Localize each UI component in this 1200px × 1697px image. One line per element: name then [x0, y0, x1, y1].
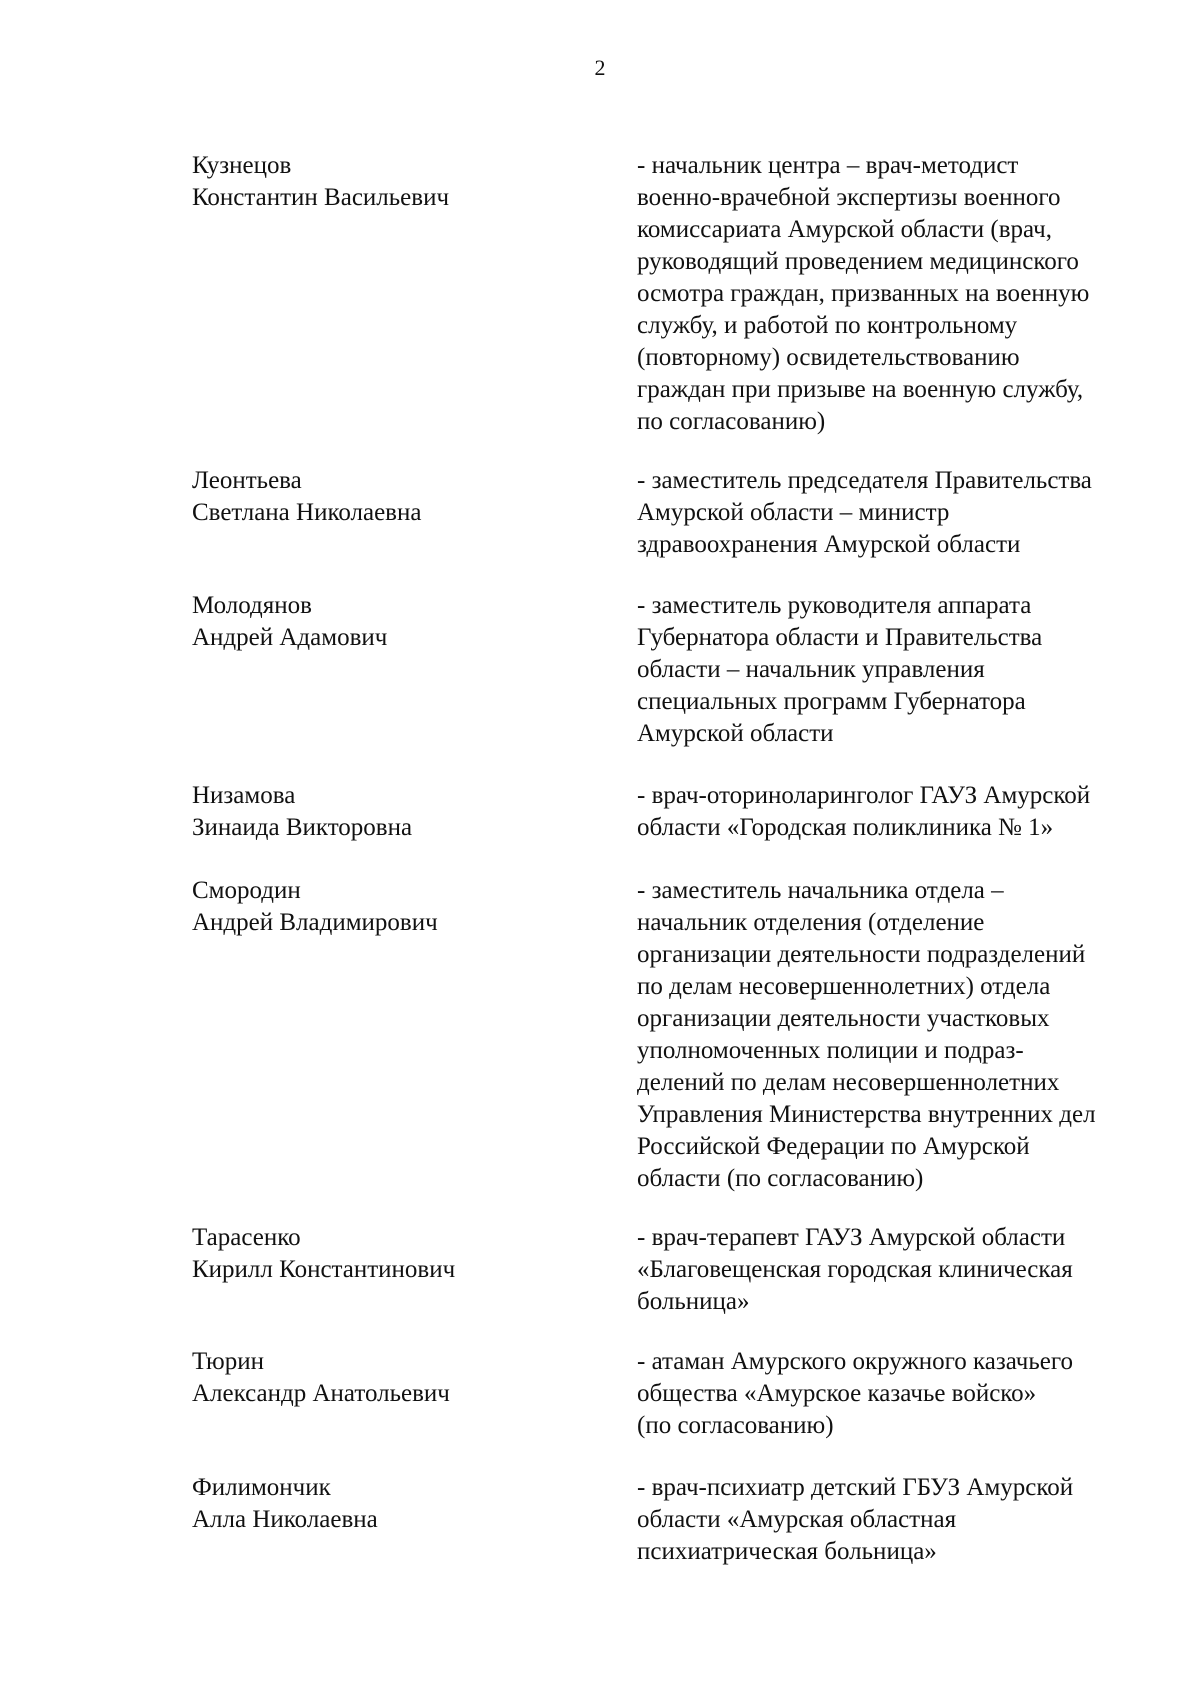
- role-line: области «Амурская областная: [637, 1506, 957, 1533]
- member-surname: Низамова: [192, 782, 296, 809]
- role-line: «Благовещенская городская клиническая: [637, 1256, 1073, 1283]
- member-role: [637, 1346, 1157, 1442]
- role-line: уполномоченных полиции и подраз-: [637, 1037, 1024, 1064]
- member-name: [192, 1472, 592, 1536]
- role-line: военно-врачебной экспертизы военного: [637, 184, 1061, 211]
- role-line: больница»: [637, 1288, 750, 1315]
- role-line: общества «Амурское казачье войско»: [637, 1380, 1037, 1407]
- member-role: [637, 875, 1157, 1195]
- page-number: 2: [594, 55, 606, 80]
- role-line: - заместитель председателя Правительства: [637, 467, 1092, 494]
- member-given-names: Светлана Николаевна: [192, 499, 422, 526]
- role-line: области (по согласованию): [637, 1165, 924, 1192]
- role-line: по делам несовершеннолетних) отдела: [637, 973, 1051, 1000]
- role-line: Амурской области: [637, 720, 834, 747]
- role-line: осмотра граждан, призванных на военную: [637, 280, 1090, 307]
- member-given-names: Андрей Владимирович: [192, 909, 438, 936]
- role-line: психиатрическая больница»: [637, 1538, 937, 1565]
- member-given-names: Зинаида Викторовна: [192, 814, 413, 841]
- role-line: - заместитель руководителя аппарата: [637, 592, 1032, 619]
- role-line: - врач-психиатр детский ГБУЗ Амурской: [637, 1474, 1074, 1501]
- role-line: (повторному) освидетельствованию: [637, 344, 1020, 371]
- member-given-names: Константин Васильевич: [192, 184, 450, 211]
- member-role: [637, 150, 1157, 438]
- role-line: здравоохранения Амурской области: [637, 531, 1021, 558]
- member-surname: Тюрин: [192, 1348, 264, 1375]
- role-line: - врач-оториноларинголог ГАУЗ Амурской: [637, 782, 1091, 809]
- member-role: [637, 1222, 1157, 1318]
- role-line: начальник отделения (отделение: [637, 909, 985, 936]
- role-line: службу, и работой по контрольному: [637, 312, 1018, 339]
- member-given-names: Алла Николаевна: [192, 1506, 378, 1533]
- role-line: (по согласованию): [637, 1412, 834, 1439]
- member-surname: Леонтьева: [192, 467, 302, 494]
- role-line: граждан при призыве на военную службу,: [637, 376, 1084, 403]
- member-given-names: Кирилл Константинович: [192, 1256, 456, 1283]
- member-name: [192, 465, 592, 529]
- member-surname: Кузнецов: [192, 152, 292, 179]
- role-line: комиссариата Амурской области (врач,: [637, 216, 1052, 243]
- member-surname: Молодянов: [192, 592, 312, 619]
- role-line: по согласованию): [637, 408, 826, 435]
- member-given-names: Андрей Адамович: [192, 624, 388, 651]
- role-line: Российской Федерации по Амурской: [637, 1133, 1030, 1160]
- member-name: [192, 1346, 592, 1410]
- role-line: - атаман Амурского окружного казачьего: [637, 1348, 1074, 1375]
- role-line: специальных программ Губернатора: [637, 688, 1026, 715]
- role-line: Управления Министерства внутренних дел: [637, 1101, 1096, 1128]
- member-name: [192, 150, 592, 214]
- role-line: области – начальник управления: [637, 656, 985, 683]
- role-line: организации деятельности участковых: [637, 1005, 1050, 1032]
- role-line: Амурской области – министр: [637, 499, 950, 526]
- member-name: [192, 590, 592, 654]
- member-name: [192, 780, 592, 844]
- role-line: руководящий проведением медицинского: [637, 248, 1079, 275]
- member-role: [637, 780, 1157, 844]
- member-surname: Смородин: [192, 877, 301, 904]
- member-name: [192, 875, 592, 939]
- member-surname: Тарасенко: [192, 1224, 301, 1251]
- role-line: - врач-терапевт ГАУЗ Амурской области: [637, 1224, 1066, 1251]
- member-given-names: Александр Анатольевич: [192, 1380, 450, 1407]
- role-line: делений по делам несовершеннолетних: [637, 1069, 1060, 1096]
- member-role: [637, 590, 1157, 750]
- role-line: - заместитель начальника отдела –: [637, 877, 1004, 904]
- role-line: организации деятельности подразделений: [637, 941, 1086, 968]
- role-line: Губернатора области и Правительства: [637, 624, 1043, 651]
- member-name: [192, 1222, 592, 1286]
- role-line: области «Городская поликлиника № 1»: [637, 814, 1054, 841]
- member-role: [637, 1472, 1157, 1568]
- member-role: [637, 465, 1157, 561]
- role-line: - начальник центра – врач-методист: [637, 152, 1019, 179]
- member-surname: Филимончик: [192, 1474, 331, 1501]
